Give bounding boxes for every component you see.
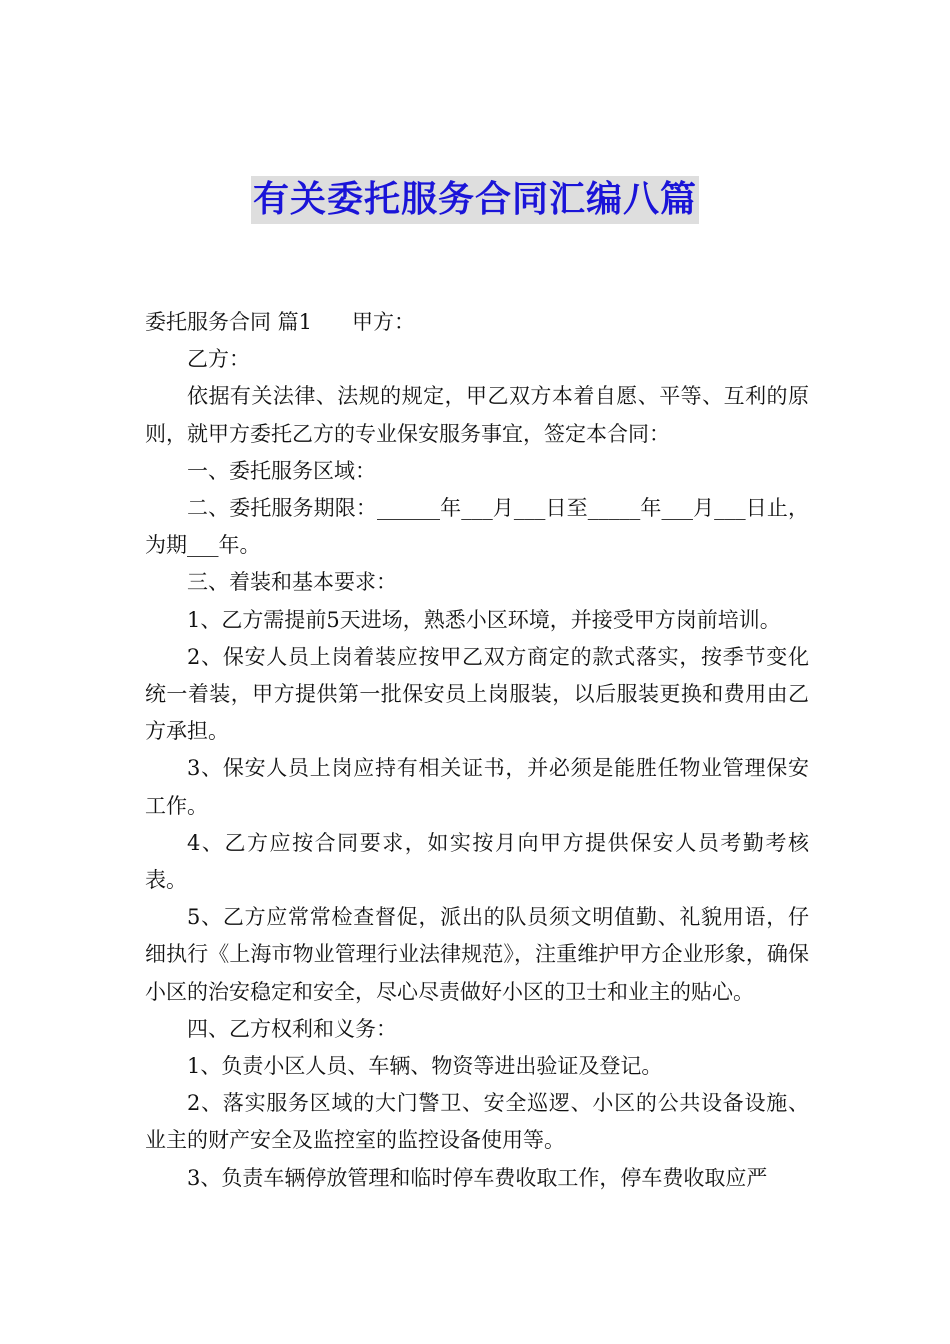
paragraph: 2、保安人员上岗着装应按甲乙双方商定的款式落实，按季节变化统一着装，甲方提供第一批保安员上岗服装，以后服装更换和费用由乙方承担。 [145, 644, 809, 744]
paragraph: 三、着装和基本要求： [187, 570, 397, 595]
paragraph: 3、保安人员上岗应持有相关证书，并必须是能胜任物业管理保安工作。 [145, 756, 809, 818]
document-body [145, 304, 809, 1197]
paragraph: 四、乙方权利和义务： [187, 1016, 397, 1041]
document-title: 有关委托服务合同汇编八篇 [251, 176, 699, 224]
paragraph: 乙方： [187, 347, 250, 372]
first-line [145, 304, 809, 341]
party-a-label: 甲方： [352, 310, 416, 334]
paragraph: 1、负责小区人员、车辆、物资等进出验证及登记。 [187, 1054, 663, 1079]
paragraph: 2、落实服务区域的大门警卫、安全巡逻、小区的公共设备设施、业主的财产安全及监控室的监控设备使用等。 [145, 1091, 809, 1153]
paragraph: 1、乙方需提前5天进场，熟悉小区环境，并接受甲方岗前培训。 [187, 607, 781, 632]
section-heading: 委托服务合同 篇1 [145, 310, 313, 334]
paragraph: 3、负责车辆停放管理和临时停车费收取工作，停车费收取应严 [187, 1165, 768, 1190]
title-container [0, 176, 950, 224]
paragraph: 4、乙方应按合同要求，如实按月向甲方提供保安人员考勤考核表。 [145, 830, 809, 893]
paragraph: 二、委托服务期限：______年___月___日至_____年___月___日止，为期___年。 [145, 496, 809, 558]
paragraph: 5、乙方应常常检查督促，派出的队员须文明值勤、礼貌用语，仔细执行《上海市物业管理行业法律规范》，注重维护甲方企业形象，确保小区的治安稳定和安全，尽心尽责做好小区的卫士和业主的贴心。 [145, 905, 809, 1004]
paragraph: 一、委托服务区域： [187, 458, 376, 483]
paragraph: 依据有关法律、法规的规定，甲乙双方本着自愿、平等、互利的原则，就甲方委托乙方的专业保安服务事宜，签定本合同： [145, 384, 809, 446]
